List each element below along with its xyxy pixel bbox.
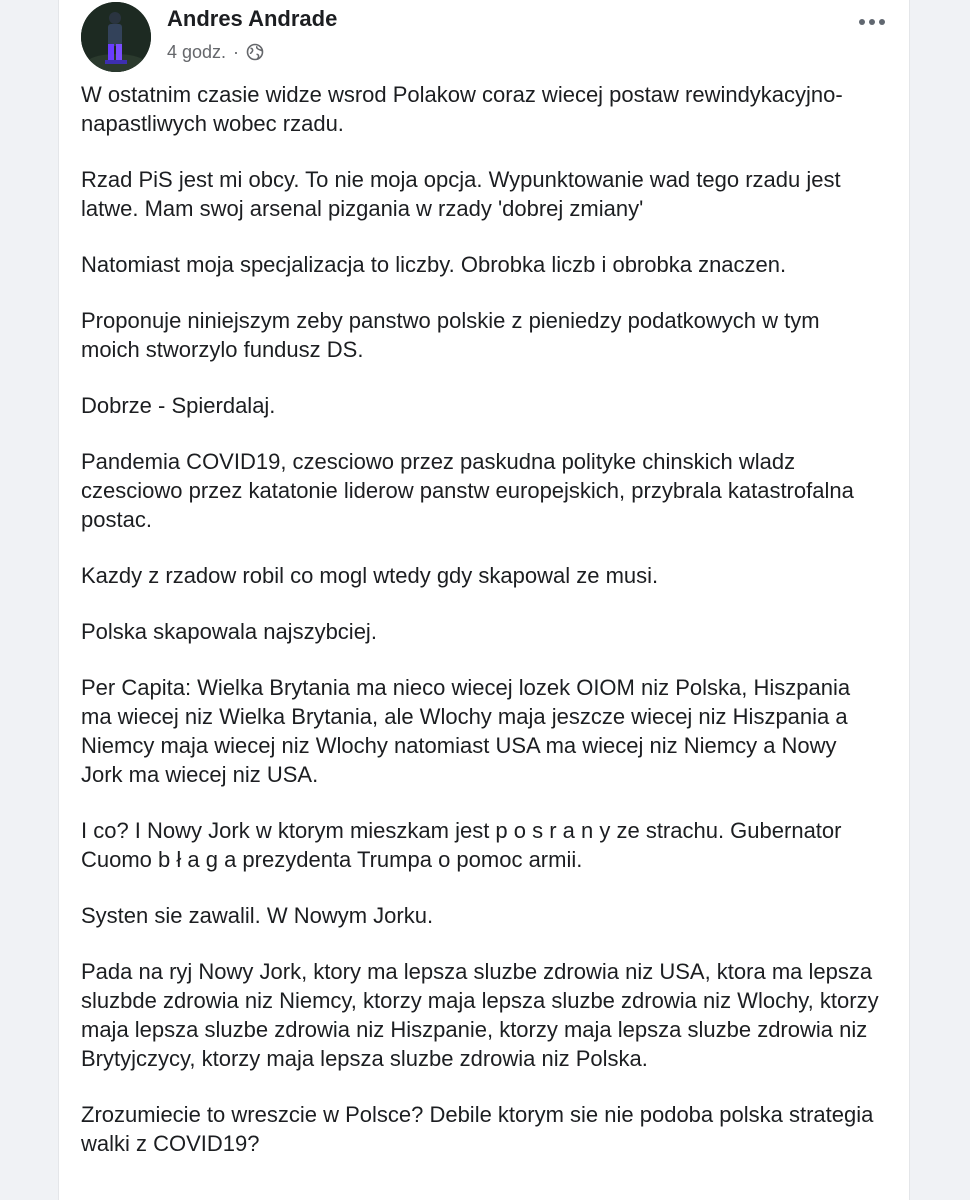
more-dot: [859, 19, 865, 25]
more-dot: [879, 19, 885, 25]
post-meta: [167, 40, 264, 64]
post-paragraph: W ostatnim czasie widze wsrod Polakow coraz wiecej postaw rewindykacyjno-napastliwych wobec rzadu.: [81, 82, 843, 136]
author-name[interactable]: Andres Andrade: [167, 6, 338, 31]
post-paragraph: Polska skapowala najszybciej.: [81, 619, 377, 644]
post-card: [58, 0, 910, 1200]
post-paragraph: Kazdy z rzadow robil co mogl wtedy gdy skapowal ze musi.: [81, 563, 659, 588]
post-timestamp[interactable]: 4 godz.: [167, 41, 227, 62]
globe-icon[interactable]: [246, 43, 264, 61]
meta-separator: ·: [233, 41, 240, 62]
avatar[interactable]: [81, 2, 151, 72]
post-paragraph: Proponuje niniejszym zeby panstwo polskie z pieniedzy podatkowych w tym moich stworzylo fundusz DS.: [81, 308, 820, 362]
more-options-icon[interactable]: [855, 10, 889, 34]
post-paragraph: I co? I Nowy Jork w ktorym mieszkam jest p o s r a n y ze strachu. Gubernator Cuomo b ł a g a prezydenta Trumpa o pomoc armii.: [81, 818, 842, 872]
post-paragraph: Zrozumiecie to wreszcie w Polsce? Debile ktorym sie nie podoba polska strategia walki z COVID19?: [81, 1102, 874, 1156]
more-dot: [869, 19, 875, 25]
post-paragraph: Natomiast moja specjalizacja to liczby. Obrobka liczb i obrobka znaczen.: [81, 252, 787, 277]
post-text: [81, 80, 881, 1185]
post-paragraph: Pandemia COVID19, czesciowo przez paskudna polityke chinskich wladz czesciowo przez katatonie liderow panstw europejskich, przybrala katastrofalna postac.: [81, 449, 854, 532]
post-header: [79, 0, 891, 78]
post-paragraph: Systen sie zawalil. W Nowym Jorku.: [81, 903, 434, 928]
post-paragraph: Pada na ryj Nowy Jork, ktory ma lepsza sluzbe zdrowia niz USA, ktora ma lepsza sluzbde zdrowia niz Niemcy, ktorzy maja lepsza sluzbe zdrowia niz Wlochy, ktorzy maja lepsza sluzbe zdrowia niz Hiszpanie, ktorzy maja lepsza sluzbe zdrowia niz Brytyjczycy, ktorzy maja lepsza sluzbe zdrowia niz Polska.: [81, 959, 879, 1071]
avatar-image: [81, 2, 151, 72]
post-paragraph: Dobrze - Spierdalaj.: [81, 393, 276, 418]
post-paragraph: Rzad PiS jest mi obcy. To nie moja opcja. Wypunktowanie wad tego rzadu jest latwe. Mam swoj arsenal pizgania w rzady 'dobrej zmiany': [81, 167, 841, 221]
post-paragraph: Per Capita: Wielka Brytania ma nieco wiecej lozek OIOM niz Polska, Hiszpania ma wiecej niz Wielka Brytania, ale Wlochy maja jeszcze wiecej niz Hiszpania a Niemcy maja wiecej niz Wlochy natomiast USA ma wiecej niz Niemcy a Nowy Jork ma wiecej niz USA.: [81, 675, 851, 787]
